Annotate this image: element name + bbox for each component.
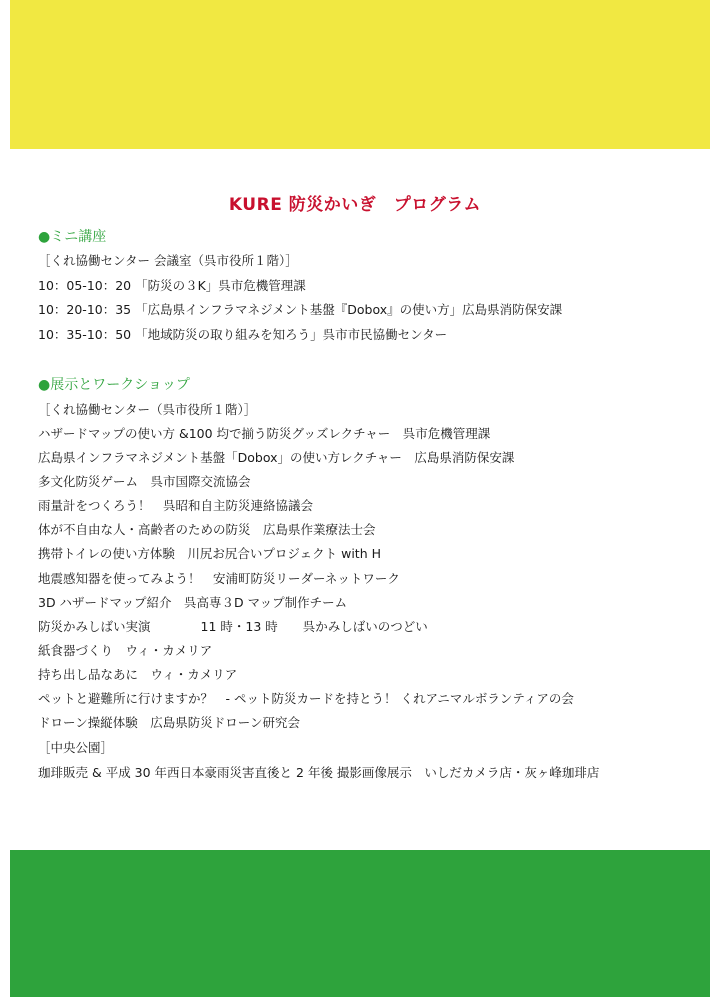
program-line: 10：35-10：50 「地域防災の取り組みを知ろう」呉市市民協働センター	[38, 327, 448, 342]
program-line: 地震感知器を使ってみよう！ 安浦町防災リーダーネットワーク	[38, 571, 400, 586]
program-line: 持ち出し品なあに ウィ・カメリア	[38, 667, 238, 682]
page-title: KURE 防災かいぎ プログラム	[228, 195, 482, 215]
program-line: ハザードマップの使い方 &100 均で揃う防災グッズレクチャー 呉市危機管理課	[38, 426, 491, 441]
program-line: ［くれ協働センター 会議室（呉市役所１階）］	[38, 253, 298, 268]
bottom-color-band	[10, 850, 710, 997]
program-line: ［中央公園］	[38, 740, 114, 755]
section-heading-exhibition: ●展示とワークショップ	[38, 377, 190, 393]
program-line: 体が不自由な人・高齢者のための防災 広島県作業療法士会	[38, 522, 376, 537]
program-line: ドローン操縦体験 広島県防災ドローン研究会	[38, 715, 301, 730]
program-line: 雨量計をつくろう！ 呉昭和自主防災連絡協議会	[38, 498, 314, 513]
program-line: 紙食器づくり ウィ・カメリア	[38, 643, 213, 658]
section-heading-mini-lecture: ●ミニ講座	[38, 229, 107, 245]
program-line: 多文化防災ゲーム 呉市国際交流協会	[38, 474, 251, 489]
program-line: ［くれ協働センター（呉市役所１階）］	[38, 402, 257, 417]
program-line: 広島県インフラマネジメント基盤「Dobox」の使い方レクチャー 広島県消防保安課	[38, 450, 515, 465]
program-line: 3D ハザードマップ紹介 呉高専３D マップ制作チーム	[38, 595, 348, 610]
program-line: ペットと避難所に行けますか？ - ペット防災カードを持とう！ くれアニマルボランティアの会	[38, 691, 574, 706]
program-line: 10：20-10：35 「広島県インフラマネジメント基盤『Dobox』の使い方」広島県消防保安課	[38, 302, 563, 317]
program-line: 防災かみしばい実演 11 時・13 時 呉かみしばいのつどい	[38, 619, 428, 634]
program-line: 珈琲販売 & 平成 30 年西日本豪雨災害直後と 2 年後 撮影画像展示 いしだカメラ店・灰ヶ峰珈琲店	[38, 765, 600, 780]
program-line: 携帯トイレの使い方体験 川尻お尻合いプロジェクト with H	[38, 546, 381, 561]
top-color-band	[10, 0, 710, 149]
program-line: 10：05-10：20 「防災の３K」呉市危機管理課	[38, 278, 306, 293]
